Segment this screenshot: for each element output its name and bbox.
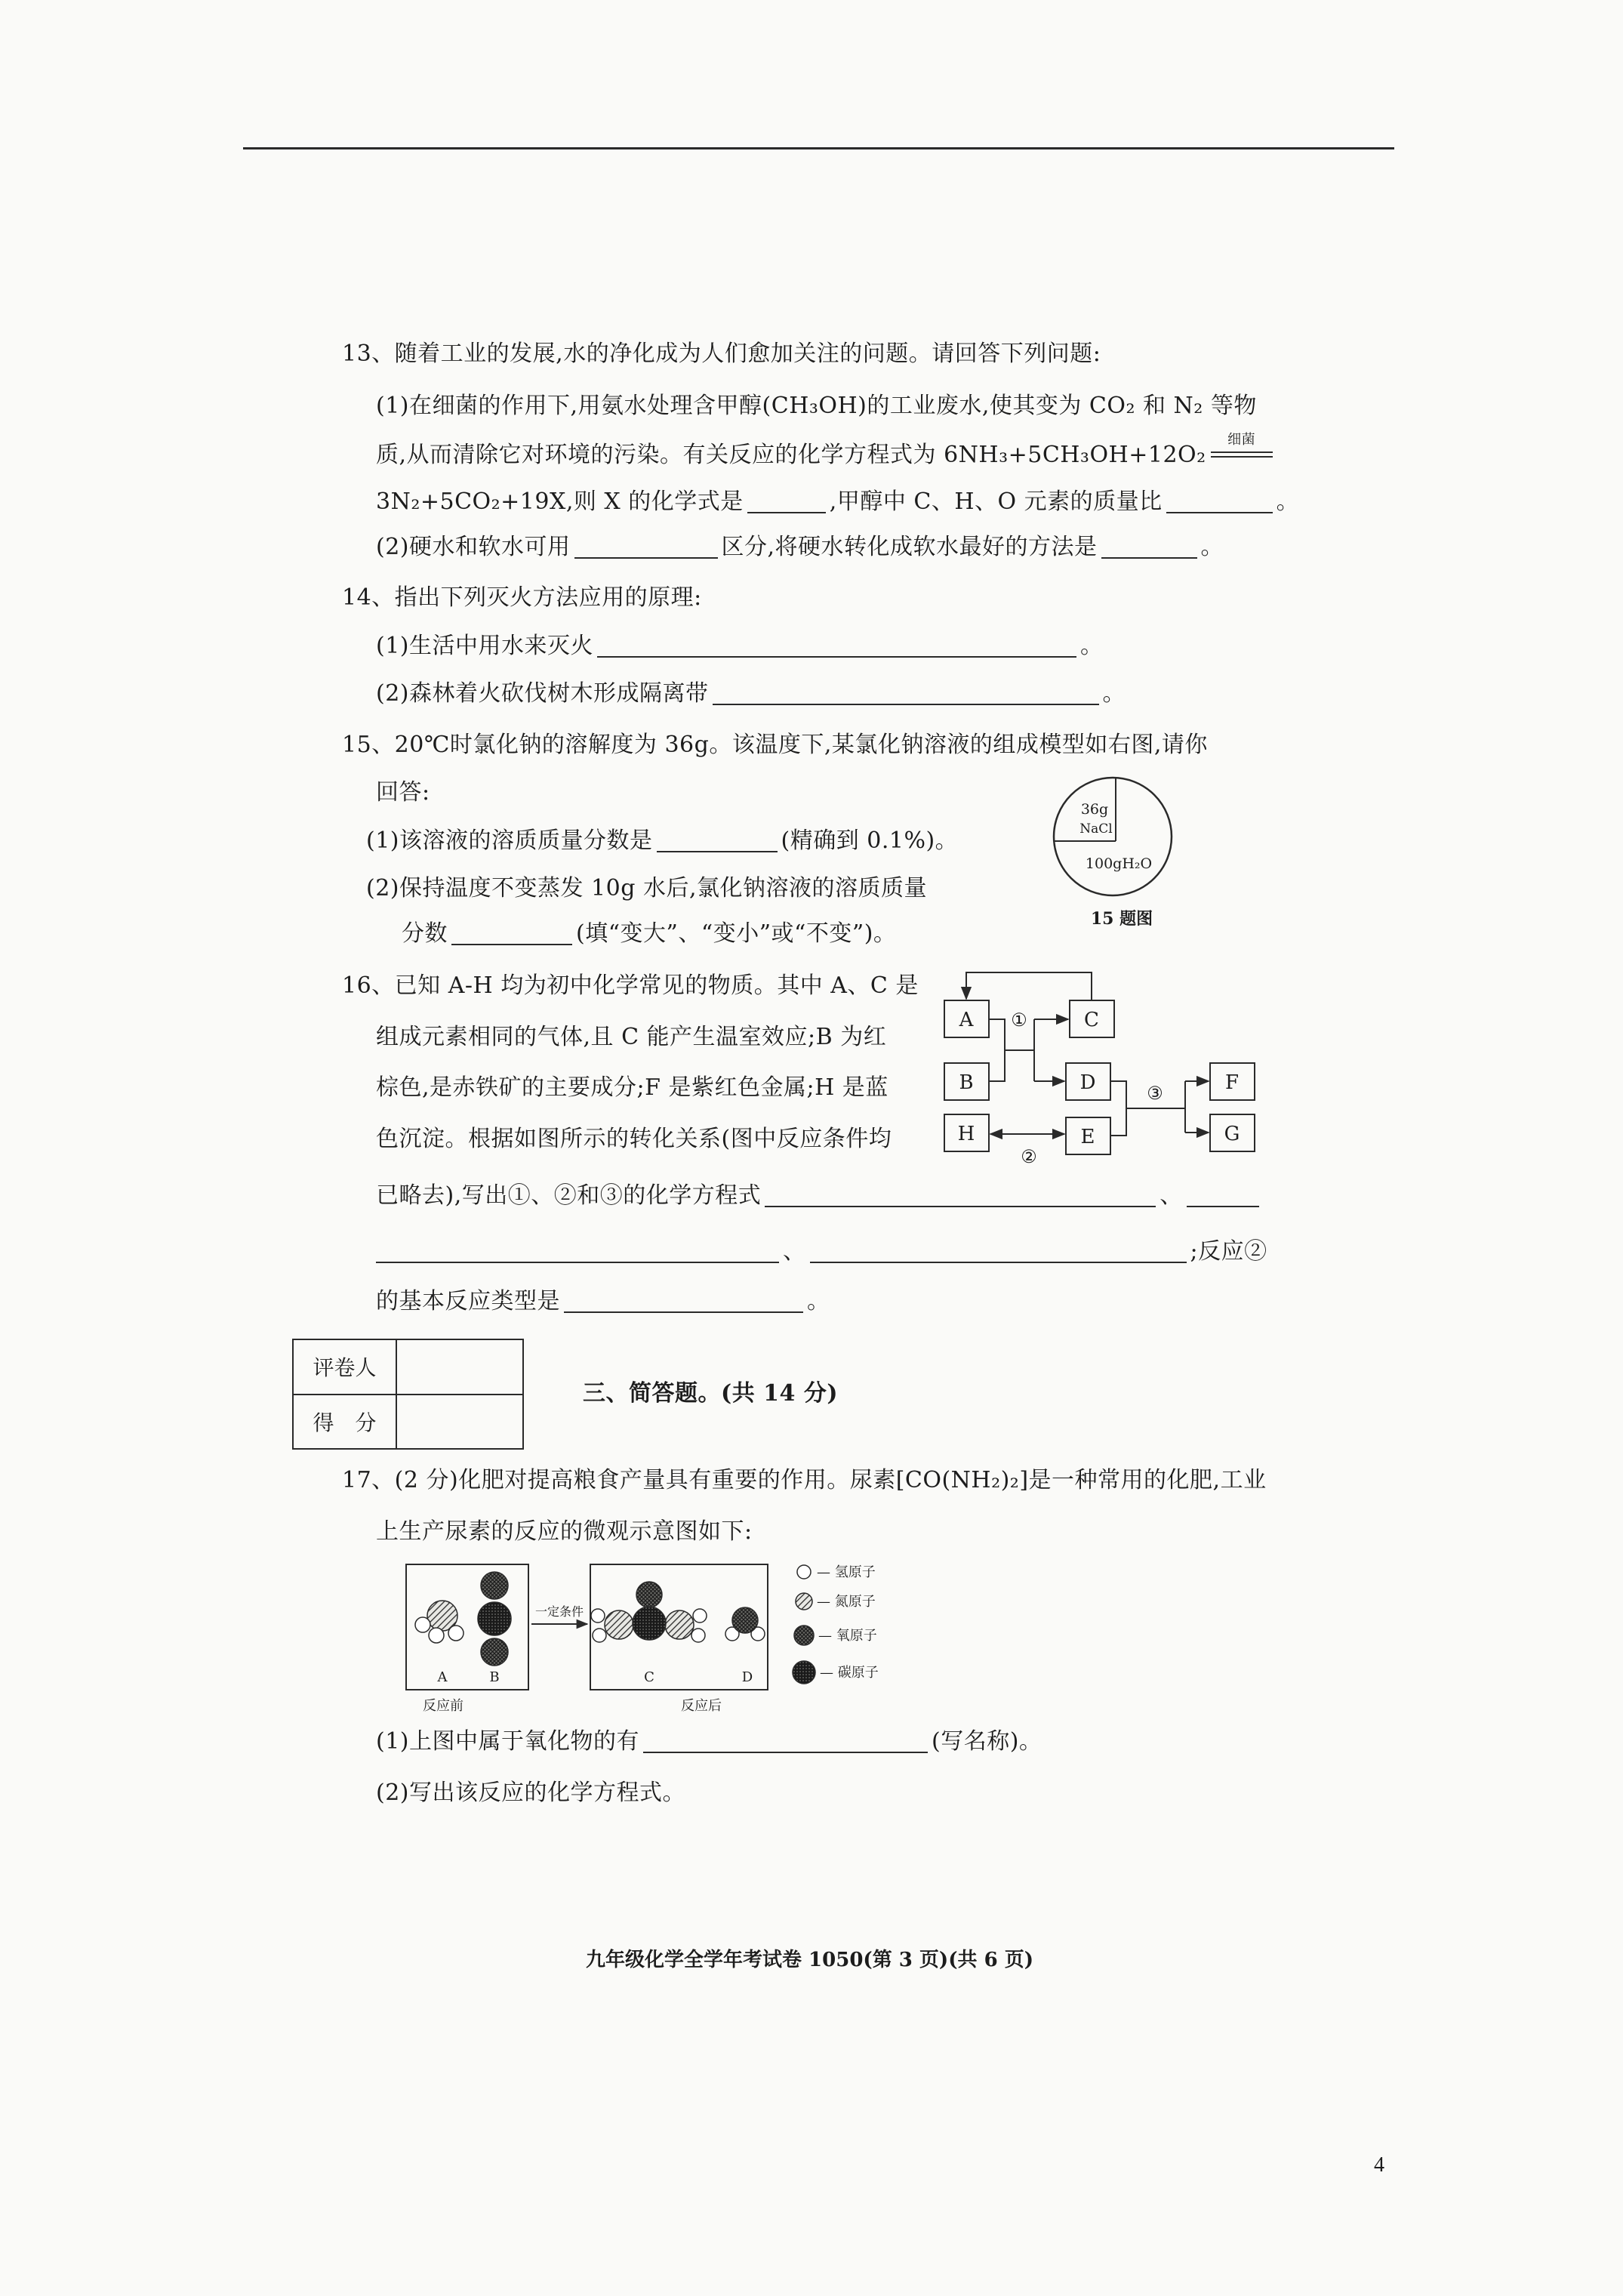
oxygen-atom: [481, 1572, 508, 1599]
equals-sign: [1211, 451, 1273, 458]
q13-stem: 13、随着工业的发展,水的净化成为人们愈加关注的问题。请回答下列问题:: [342, 341, 1101, 367]
answer-blank: [747, 489, 826, 513]
separator: 、: [1160, 1182, 1183, 1209]
q16-line2: 组成元素相同的气体,且 C 能产生温室效应;B 为红: [376, 1024, 887, 1050]
hydrogen-atom: [448, 1626, 463, 1641]
q17-part1-note: (写名称)。: [932, 1728, 1042, 1755]
q13-mass-ratio-prompt: ,甲醇中 C、H、O 元素的质量比: [829, 488, 1163, 515]
reaction-1-marker: ①: [1011, 1009, 1027, 1031]
sentence-end: 。: [1200, 534, 1224, 560]
answer-blank: [810, 1239, 1187, 1263]
header-rule: [243, 147, 1394, 149]
hydrogen-atom: [415, 1617, 430, 1632]
exam-footer: 九年级化学全学年考试卷 1050(第 3 页)(共 6 页): [586, 1949, 1034, 1971]
molecule-a: [415, 1601, 463, 1643]
answer-blank: [376, 1239, 779, 1263]
reaction-condition-label: 一定条件: [534, 1604, 584, 1619]
q16-equations-prompt: 已略去),写出①、②和③的化学方程式: [376, 1182, 762, 1209]
node-b: B: [959, 1071, 974, 1094]
sentence-end: 。: [807, 1288, 830, 1314]
reaction-condition-text: 细菌: [1227, 432, 1256, 448]
legend-carbon-label: — 碳原子: [820, 1665, 879, 1681]
solvent-mass-label: 100gH₂O: [1085, 855, 1153, 872]
q16-line6: [376, 1238, 1267, 1265]
after-label: 反应后: [681, 1698, 722, 1714]
q16-line7: [376, 1288, 830, 1315]
legend-oxygen-label: — 氧原子: [818, 1628, 877, 1644]
sentence-end: 。: [1102, 680, 1126, 707]
hydrogen-atom: [593, 1629, 606, 1642]
q15-solution-model-figure: [1034, 763, 1208, 936]
q16-line3: 棕色,是赤铁矿的主要成分;F 是紫红色金属;H 是蓝: [376, 1074, 888, 1101]
q16-reaction-type-prompt: 的基本反应类型是: [376, 1288, 560, 1314]
q13-part2: [376, 534, 1224, 561]
q16-reaction2-prompt: ;反应②: [1190, 1238, 1267, 1265]
separator: 、: [783, 1238, 806, 1265]
q13-part1-line2: [376, 432, 1274, 469]
reaction-2-marker: ②: [1021, 1146, 1037, 1167]
q15-stem: 15、20℃时氯化钠的溶解度为 36g。该温度下,某氯化钠溶液的组成模型如右图,请你: [342, 732, 1208, 758]
answer-blank: [765, 1183, 1156, 1207]
q17-part2: (2)写出该反应的化学方程式。: [376, 1780, 685, 1806]
node-a: A: [959, 1009, 974, 1031]
molecule-c: [591, 1582, 707, 1642]
molecule-label-b: B: [489, 1669, 500, 1685]
q13-part2-prompt-cont: 区分,将硬水转化成软水最好的方法是: [721, 534, 1098, 560]
score-table-row: [293, 1395, 523, 1450]
node-f: F: [1224, 1071, 1240, 1094]
q15-part1-note: (精确到 0.1%)。: [781, 827, 959, 854]
molecule-b: [478, 1572, 511, 1666]
grader-cell: [396, 1339, 523, 1395]
molecule-d: [725, 1607, 765, 1641]
q14-stem: 14、指出下列灭火方法应用的原理:: [342, 584, 702, 611]
answer-blank: [574, 535, 718, 559]
molecule-label-a: A: [437, 1669, 448, 1685]
answer-blank: [1187, 1183, 1259, 1207]
q14-part2: [376, 680, 1126, 707]
grader-label: 评卷人: [293, 1339, 396, 1395]
reaction-3-marker: ③: [1147, 1083, 1163, 1104]
legend-hydrogen-symbol: [797, 1565, 811, 1579]
answer-blank: [643, 1729, 928, 1753]
answer-blank: [1101, 535, 1197, 559]
legend-carbon-symbol: [793, 1661, 815, 1684]
section-title: 三、简答题。(共 14 分): [583, 1380, 839, 1407]
q17-part1-prompt: (1)上图中属于氧化物的有: [376, 1728, 639, 1755]
q15-part2-line2: [402, 920, 896, 948]
q16-stem: 16、已知 A-H 均为初中化学常见的物质。其中 A、C 是: [342, 972, 919, 999]
figure-caption: 15 题图: [1090, 909, 1153, 929]
q17-part1: [376, 1728, 1042, 1755]
legend-nitrogen-label: — 氮原子: [817, 1594, 876, 1610]
solute-mass-label: 36g: [1080, 801, 1109, 818]
node-h: H: [957, 1123, 975, 1145]
score-label: 得 分: [293, 1395, 396, 1450]
q17-micro-reaction-figure: [400, 1555, 913, 1721]
solution-circle: [1054, 778, 1172, 895]
nitrogen-atom: [665, 1610, 694, 1639]
q15-part2-prompt: 分数: [402, 920, 448, 947]
answer-blank: [1166, 489, 1273, 513]
q15-part1: [366, 827, 958, 855]
q17-stem: 17、(2 分)化肥对提高粮食产量具有重要的作用。尿素[CO(NH₂)₂]是一种常用的化肥,工业: [342, 1467, 1267, 1493]
carbon-atom: [478, 1602, 511, 1635]
answer-blank: [451, 921, 572, 945]
carbon-atom: [633, 1607, 666, 1640]
hydrogen-atom: [691, 1629, 705, 1642]
q13-part1-line3: [376, 488, 1299, 516]
sentence-end: 。: [1080, 633, 1104, 659]
atom-legend: [793, 1565, 815, 1684]
q14-part1-prompt: (1)生活中用水来灭火: [376, 633, 593, 659]
q15-stem-cont: 回答:: [376, 779, 430, 806]
score-table-row: [293, 1339, 523, 1395]
arrow-c-to-a: [966, 972, 1092, 1000]
answer-blank: [597, 633, 1076, 658]
q14-part1: [376, 633, 1104, 660]
oxygen-atom: [636, 1582, 662, 1607]
node-e: E: [1080, 1126, 1095, 1148]
q15-part2-line1: (2)保持温度不变蒸发 10g 水后,氯化钠溶液的溶质质量: [366, 875, 927, 901]
q13-part2-prompt: (2)硬水和软水可用: [376, 534, 571, 560]
node-g: G: [1224, 1123, 1240, 1145]
q17-stem-cont: 上生产尿素的反应的微观示意图如下:: [376, 1518, 753, 1545]
score-table: [292, 1339, 524, 1450]
node-d: D: [1079, 1071, 1096, 1094]
solute-name-label: NaCl: [1079, 821, 1113, 837]
hydrogen-atom: [693, 1609, 707, 1623]
answer-blank: [713, 681, 1099, 705]
legend-nitrogen-symbol: [796, 1593, 812, 1610]
hydrogen-atom: [429, 1628, 444, 1643]
q13-equation-right: 3N₂+5CO₂+19X,则 X 的化学式是: [376, 488, 744, 515]
q15-part1-prompt: (1)该溶液的溶质质量分数是: [366, 827, 653, 854]
connector-a-b: [989, 1019, 1005, 1081]
before-label: 反应前: [423, 1698, 463, 1714]
node-c: C: [1084, 1009, 1099, 1031]
oxygen-atom: [481, 1638, 508, 1666]
q16-line4: 色沉淀。根据如图所示的转化关系(图中反应条件均: [376, 1126, 892, 1152]
q13-part1-line1: (1)在细菌的作用下,用氨水处理含甲醇(CH₃OH)的工业废水,使其变为 CO₂ 和 N₂ 等物: [376, 393, 1257, 419]
score-cell: [396, 1395, 523, 1450]
q16-transformation-diagram: [929, 959, 1276, 1178]
q16-line5: [376, 1182, 1263, 1210]
legend-oxygen-symbol: [794, 1626, 814, 1645]
answer-blank: [657, 828, 778, 852]
q13-equation-left: 质,从而清除它对环境的污染。有关反应的化学方程式为 6NH₃+5CH₃OH+12O₂: [376, 442, 1206, 468]
connector-d-e: [1110, 1081, 1126, 1136]
answer-blank: [564, 1289, 803, 1313]
q14-part2-prompt: (2)森林着火砍伐树木形成隔离带: [376, 680, 709, 707]
q15-part2-note: (填“变大”、“变小”或“不变”)。: [576, 920, 897, 947]
oxygen-atom: [732, 1607, 758, 1633]
molecule-label-d: D: [741, 1669, 753, 1685]
sentence-end: 。: [1276, 488, 1300, 515]
nitrogen-atom: [605, 1610, 633, 1639]
page-number: 4: [1374, 2153, 1384, 2177]
legend-hydrogen-label: — 氢原子: [817, 1564, 876, 1580]
hydrogen-atom: [591, 1609, 605, 1623]
molecule-label-c: C: [644, 1669, 654, 1685]
reaction-condition-sign: [1209, 432, 1274, 462]
